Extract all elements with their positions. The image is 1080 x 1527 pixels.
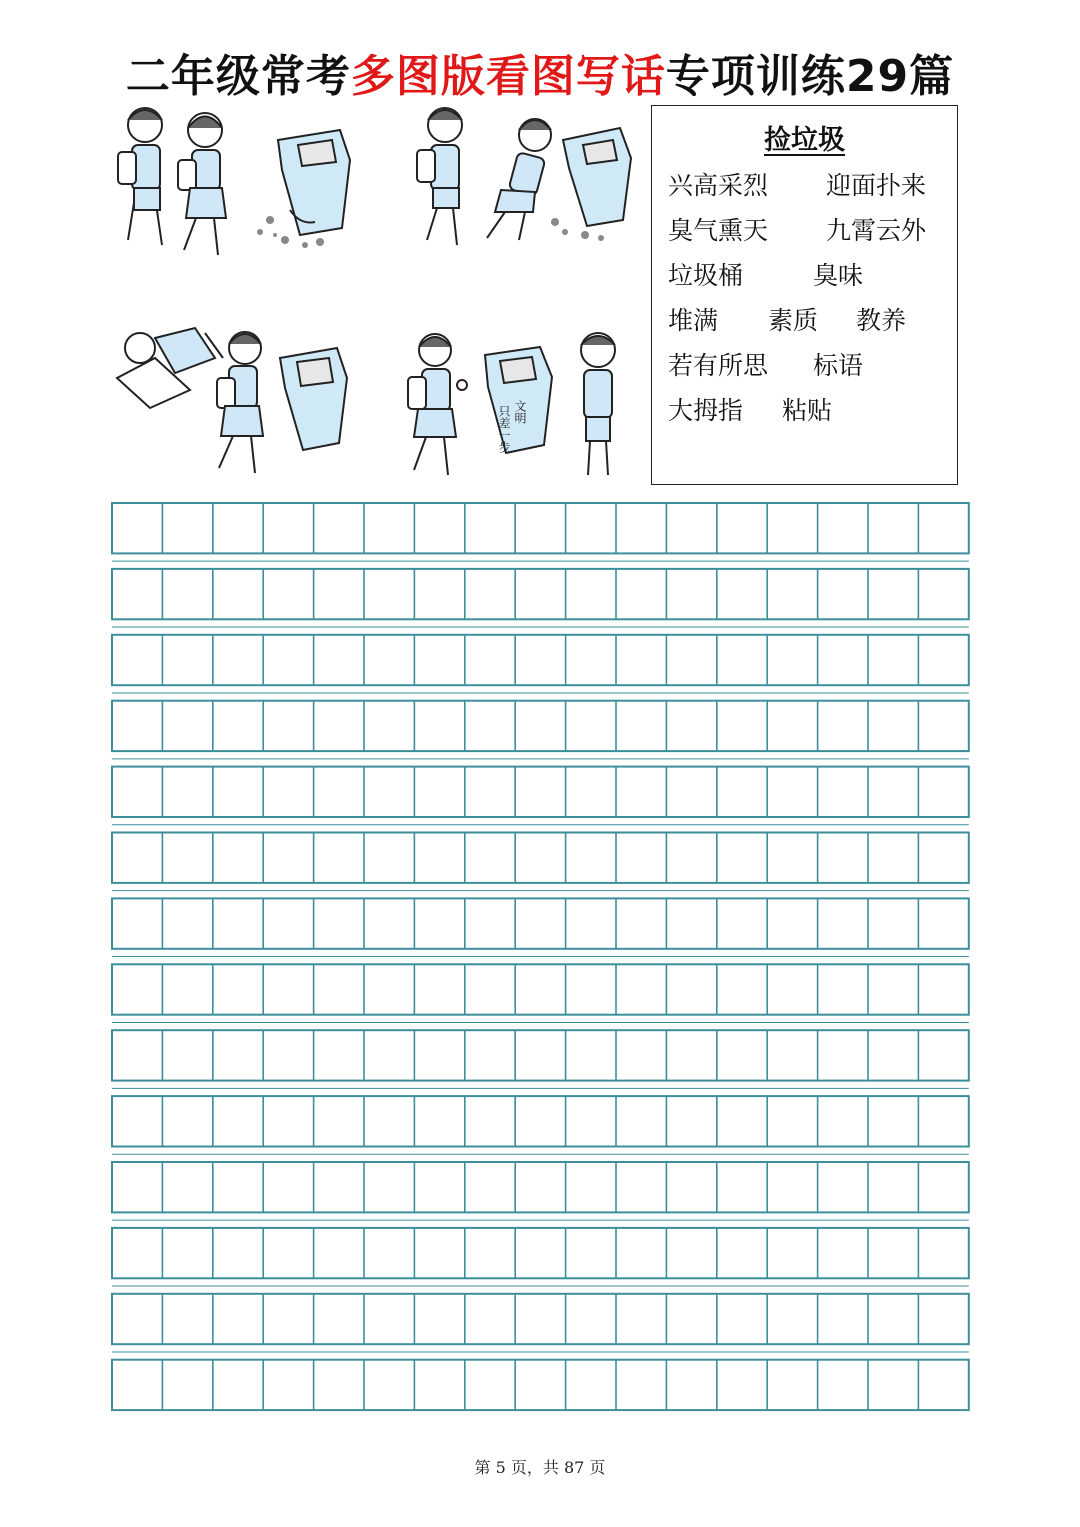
vocabulary-box — [651, 105, 958, 485]
vocab-word: 标语 — [813, 351, 864, 380]
grid-row — [112, 1030, 969, 1088]
grid-row — [112, 767, 969, 825]
writing-grid — [111, 502, 971, 1426]
vocab-word: 教养 — [856, 306, 907, 335]
grid-row — [112, 701, 969, 759]
grid-row — [112, 1096, 969, 1154]
trash-bin-open-icon — [563, 128, 631, 226]
boy-figure — [118, 108, 162, 245]
title-part-3: 专项训练29篇 — [665, 51, 955, 102]
vocab-word: 粘贴 — [782, 396, 833, 425]
grid-row — [112, 833, 969, 891]
page-title — [0, 40, 1080, 104]
bin-slogan-right: 文明 — [513, 400, 527, 424]
grid-row — [112, 1228, 969, 1286]
bin-slogan-left: 只差一步 — [497, 405, 511, 453]
illustration-panel-1 — [110, 100, 360, 270]
illustration-panel-3 — [115, 318, 355, 483]
girl-figure — [178, 113, 226, 255]
page-number-footer: 第 5 页，共 87 页 — [474, 1458, 606, 1477]
boy-picking-up-trash-figure — [117, 328, 223, 408]
grid-row — [112, 635, 969, 693]
grid-row — [112, 1360, 969, 1410]
vocab-word: 九霄云外 — [826, 216, 927, 245]
grid-row — [112, 569, 969, 627]
title-part-2-highlight: 多图版看图写话 — [350, 51, 666, 102]
grid-row — [112, 503, 969, 561]
grid-row — [112, 898, 969, 956]
grid-row — [112, 1294, 969, 1352]
vocab-word: 素质 — [768, 306, 819, 335]
vocab-word: 迎面扑来 — [826, 171, 927, 200]
grid-row — [112, 1162, 969, 1220]
vocab-word: 大拇指 — [668, 396, 744, 425]
vocab-word: 臭味 — [813, 261, 864, 290]
girl-thumbs-up-figure — [408, 334, 467, 475]
vocab-word: 垃圾桶 — [668, 261, 744, 290]
illustration-panel-4 — [400, 325, 630, 485]
trash-bin-open-icon — [278, 130, 350, 235]
writing-grid-lines — [111, 502, 971, 1422]
vocab-word: 兴高采烈 — [668, 171, 769, 200]
illustration-panel-2 — [405, 100, 640, 260]
vocab-word: 若有所思 — [668, 351, 769, 380]
boy-covering-nose-figure — [417, 108, 462, 245]
girl-leaning-figure — [487, 119, 551, 240]
grid-row — [112, 964, 969, 1022]
boy-standing-figure — [581, 333, 615, 475]
vocab-word: 堆满 — [668, 306, 719, 335]
vocabulary-title: 捡垃圾 — [764, 125, 845, 156]
vocab-word: 臭气熏天 — [668, 216, 769, 245]
trash-bin-open-icon — [280, 348, 347, 450]
girl-putting-trash-in-figure — [217, 332, 263, 473]
title-part-1: 二年级常考 — [125, 51, 351, 102]
